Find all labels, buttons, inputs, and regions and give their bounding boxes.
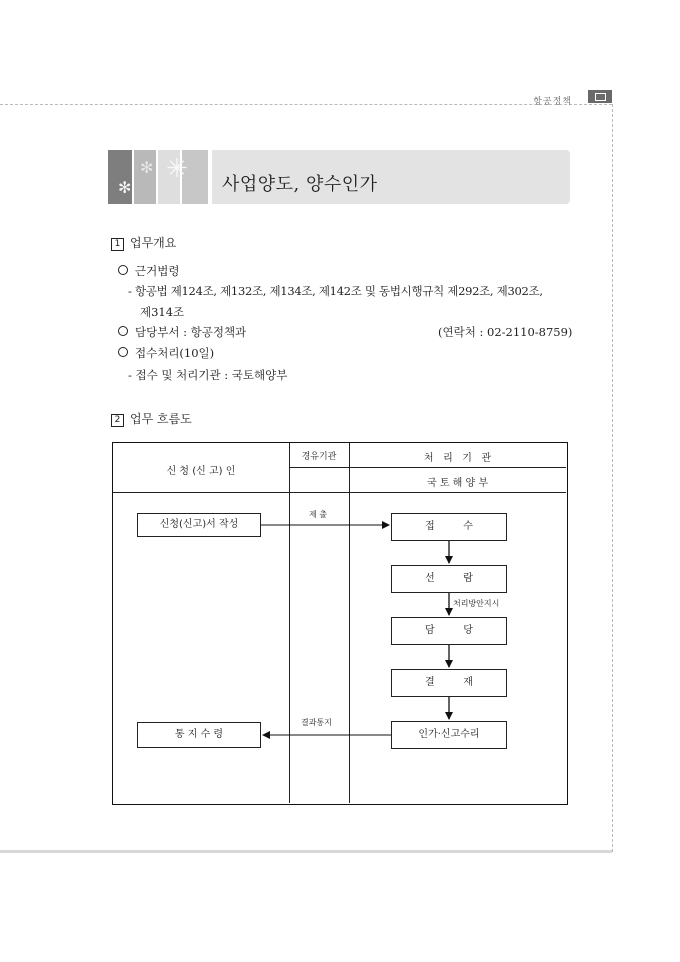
overview-item-dept <box>118 324 246 340</box>
header-processing-agency: 처 리 기 관 <box>423 453 492 464</box>
workflow-diagram <box>112 442 568 805</box>
header-applicant: 신 청 (신 고) 인 <box>166 466 236 477</box>
flow-box-approve: 결 재 <box>391 669 507 697</box>
section1-title: 업무개요 <box>130 236 177 250</box>
section2-title: 업무 흐름도 <box>130 412 192 426</box>
title-decoration <box>108 150 208 204</box>
section1-number: 1 <box>111 238 124 251</box>
circle-bullet-icon <box>118 326 128 336</box>
header-via-agency: 경유기관 <box>301 452 337 462</box>
processing-detail: - 접수 및 처리기관 : 국토해양부 <box>128 368 288 382</box>
processing-detail-line1: 접수 및 처리기관 : 국토해양부 <box>135 368 288 382</box>
law-detail-line2: 제314조 <box>140 305 185 319</box>
header-processing-org: 국 토 해 양 부 <box>426 478 488 489</box>
page-title: 사업양도, 양수인가 <box>222 174 378 195</box>
law-label: 근거법령 <box>135 264 180 278</box>
flower-icon: ✻ <box>118 178 132 197</box>
page-bottom-bar <box>0 850 612 853</box>
flow-box-review: 선 람 <box>391 565 507 593</box>
label-instruct: 처리방안지시 <box>453 599 500 608</box>
flow-box-permit: 인가·신고수리 <box>391 721 507 749</box>
law-detail: - 항공법 제124조, 제132조, 제134조, 제142조 및 동법시행규칙 제292조, 제302조, <box>128 284 543 298</box>
page-top-border <box>0 104 612 105</box>
page-right-border <box>612 104 613 852</box>
flower-icon: ✻ <box>140 158 154 177</box>
flow-box-charge: 담 당 <box>391 617 507 645</box>
label-result: 결과통지 <box>301 718 332 727</box>
flow-box-notice: 통 지 수 령 <box>137 722 261 748</box>
overview-item-law <box>118 263 179 279</box>
flow-arrows <box>113 443 566 803</box>
section1-heading <box>111 234 176 251</box>
flow-box-apply: 신청(신고)서 작성 <box>137 513 261 537</box>
section2-number: 2 <box>111 414 124 427</box>
running-header-label: 항공정책 <box>533 97 572 107</box>
law-detail-line1: 항공법 제124조, 제132조, 제134조, 제142조 및 동법시행규칙 제292조, 제302조, <box>134 284 543 298</box>
label-submit: 제 출 <box>309 510 327 519</box>
circle-bullet-icon <box>118 347 128 357</box>
section2-heading <box>111 410 192 427</box>
flow-box-receive: 접 수 <box>391 513 507 541</box>
dept-label: 담당부서 : 항공정책과 <box>135 325 247 339</box>
flower-icon: ✳ <box>166 154 188 184</box>
circle-bullet-icon <box>118 265 128 275</box>
running-header-square-icon <box>588 90 612 103</box>
dept-contact: (연락처 : 02-2110-8759) <box>438 325 573 339</box>
overview-item-processing <box>118 345 214 361</box>
title-band <box>108 150 570 204</box>
processing-label: 접수처리(10일) <box>135 346 215 360</box>
